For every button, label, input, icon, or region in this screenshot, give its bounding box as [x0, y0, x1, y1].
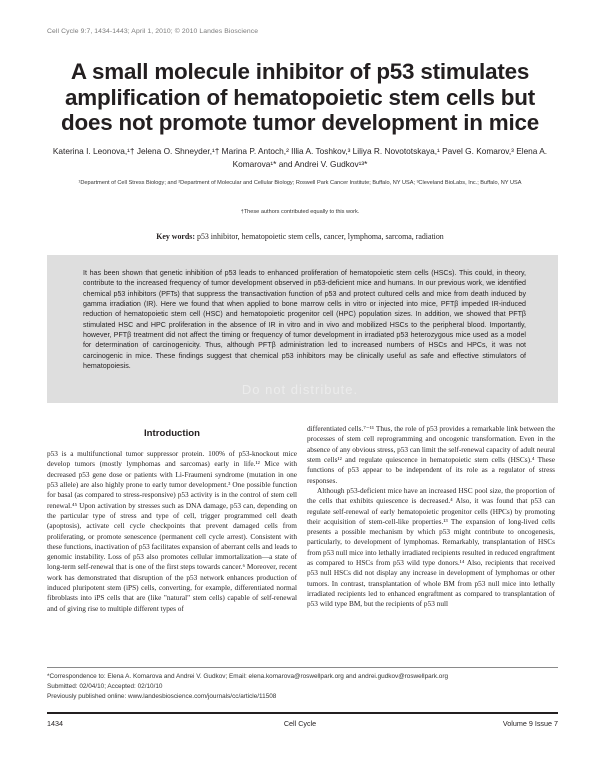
- abstract-text: It has been shown that genetic inhibition of p53 leads to enhanced proliferation of hematopoietic stem cells (HSCs). This could, in theory, contribute to the increased frequency of tumor development observed in p53-deficient mice and humans. In our previous work, we identified chemical p53 inhibitors (PFTs) that suppress the transactivation function of p53 and protect cultured cells and mice from death induced by gamma irradiation (IR). Here we found that when applied to bone marrow cells in vitro or injected into mice, PFTβ impeded IR-induced reduction of hematopoietic stem cell (HSC) and hematopoietic progenitor cell (HPC) population sizes. In addition, we showed that PFTβ stimulated HSC and HPC proliferation in the absence of IR in vitro and in vivo and mobilized HSCs to the peripheral blood. Importantly, however, PFTβ treatment did not affect the timing or frequency of tumor development in irradiated p53 heterozygous mice used as a model for determination of carcinogenicity. Thus, although PFTβ administration led to increased numbers of HSCs and HPCs, it was not carcinogenic in mice. These findings suggest that chemical p53 inhibitors may be clinically useful as safe and effective stimulators of hematopoiesis.: [83, 269, 526, 370]
- correspondence-line: *Correspondence to: Elena A. Komarova and Andrei V. Gudkov; Email: elena.komarova@roswellpark.org and andrei.gudkov@roswellpark.org: [47, 673, 449, 680]
- footnote-divider: [47, 667, 558, 668]
- left-paragraph-1: p53 is a multifunctional tumor suppressor protein. 100% of p53-knockout mice develop tumors (mostly lymphomas and sarcomas) early in life.¹² Mice with decreased p53 gene dose or patients with Li-Fraumeni syndrome (mutation in one p53 allele) are also highly prone to early tumor development.³ One possible function for basal (as compared to stress-responsive) p53 activity is in the control of stem cell renewal.⁴⁵ Upon activation by stresses such as DNA damage, p53 can, depending on the particular type of stress and type of cell, trigger programmed cell death (apoptosis), activate cell cycle checkpoints that prevent damaged cells from proliferating, or promote senescence (permanent cell cycle arrest). Consistent with these functions, inactivation of p53 facilitates expansion of aberrant cells and leads to genomic instability. Loss of p53 also promotes cellular immortalization—a state of long-term self-renewal that is one of the first steps towards cancer.⁶ Moreover, recent work has demonstrated that disruption of the p53 network enhances production of induced pluripotent stem (iPS) cells, converting, for example, differentiated normal fibroblasts into iPS cells that are (like "natural" stem cells) capable of self-renewal and of giving rise to multiple different types of: [47, 449, 297, 613]
- right-paragraph-1: differentiated cells.⁷⁻¹¹ Thus, the role of p53 provides a remarkable link between the processes of stem cell reprogramming and oncogenic transformation. Even in the absence of any obvious stress, p53 can limit the self-renewal capacity of adult neural stem cells¹² and regulate quiescence in hematopoietic stem cells (HSCs).⁴ These functions of p53 appear to be independent of its role as a regulator of stress responses.: [307, 424, 555, 485]
- affiliations: ¹Department of Cell Stress Biology; and ²Department of Molecular and Cellular Biology; Roswell Park Cancer Institute; Buffalo, NY USA; ³Cleveland BioLabs, Inc.; Buffalo, NY USA: [78, 180, 522, 186]
- introduction-heading: Introduction: [144, 428, 200, 439]
- right-column: [307, 424, 555, 610]
- article-title: A small molecule inhibitor of p53 stimulates amplification of hematopoietic stem cells but does not promote tumor development in mice: [60, 59, 540, 136]
- contribution-note: †These authors contributed equally to this work.: [240, 209, 360, 215]
- left-column: [47, 449, 297, 614]
- page-number: 1434: [47, 719, 63, 728]
- online-line: Previously published online: www.landesbioscience.com/journals/cc/article/11508: [47, 693, 277, 700]
- volume-issue: Volume 9 Issue 7: [502, 719, 558, 728]
- keywords: [100, 232, 500, 241]
- footnote-block: [47, 672, 558, 702]
- keywords-label: Key words:: [156, 232, 196, 241]
- dates-line: Submitted: 02/04/10; Accepted: 02/10/10: [47, 683, 163, 690]
- footer-rule: [47, 712, 558, 714]
- journal-citation-header: Cell Cycle 9:7, 1434-1443; April 1, 2010; © 2010 Landes Bioscience: [47, 28, 259, 35]
- right-paragraph-2: Although p53-deficient mice have an increased HSC pool size, the proportion of the cells that exhibits quiescence is decreased.⁴ Also, it was found that p53 can regulate self-renewal of early hematopoietic progenitor cells (HPCs) by promoting their acquisition of stem-cell-like properties.¹³ The expansion of long-lived cells presents a possible mechanism by which p53 might contribute to oncogenesis, particularly, to development of lymphomas. Remarkably, transplantation of HSCs from p53 null mice into lethally irradiated recipients resulted in reduced engraftment as compared to HSCs from p53 wild type donors.¹⁴ Also, recipients that received p53 null HSCs did not display any increase in development of lymphomas or other tumors. In contrast, transplantation of whole BM from p53 null mice into lethally irradiated recipients led to enhanced engraftment as compared to transplantation of p53 wild type BM, but the recipients of p53 null: [307, 485, 555, 609]
- keywords-text: p53 inhibitor, hematopoietic stem cells, cancer, lymphoma, sarcoma, radiation: [197, 232, 444, 241]
- author-list: Katerina I. Leonova,¹† Jelena O. Shneyder,¹† Marina P. Antoch,² Illia A. Toshkov,³ Liliya R. Novototskaya,¹ Pavel G. Komarov,³ Elena A. Komarova¹* and Andrei V. Gudkov¹³*: [52, 146, 548, 169]
- journal-name: Cell Cycle: [283, 719, 317, 728]
- watermark: Do not distribute.: [241, 382, 359, 397]
